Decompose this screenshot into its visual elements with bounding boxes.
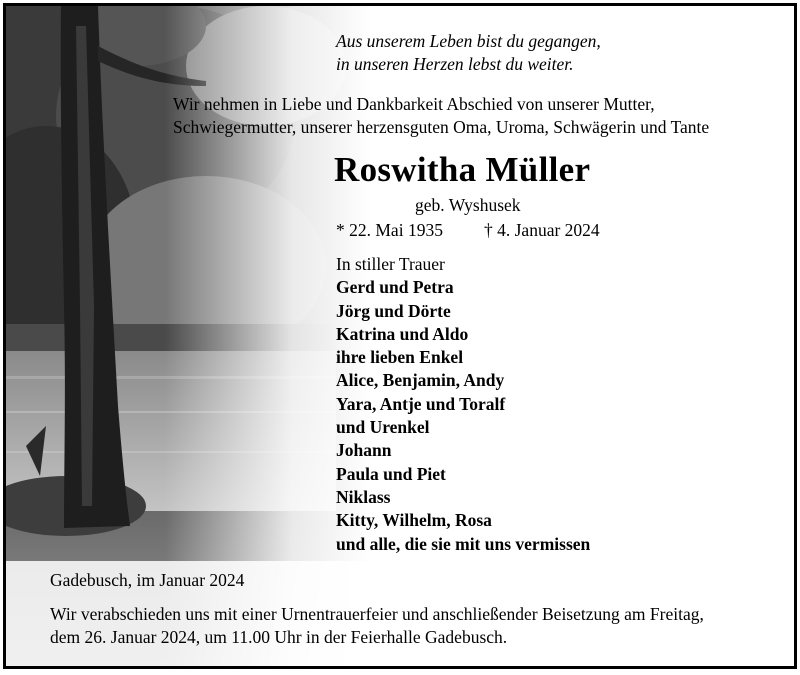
farewell-intro <box>173 93 709 139</box>
mourner-line: und alle, die sie mit uns vermissen <box>336 533 591 554</box>
mourner-line: Yara, Antje und Toralf <box>336 393 506 414</box>
mourner-line: ihre lieben Enkel <box>336 347 464 368</box>
ceremony-line: Wir verabschieden uns mit einer Urnentrauerfeier und anschließender Beisetzung am Freitag, <box>50 604 704 624</box>
obituary-notice <box>3 3 797 669</box>
mourner-line: Johann <box>336 440 392 461</box>
mourner-line: Katrina und Aldo <box>336 323 469 344</box>
mourner-line: Gerd und Petra <box>336 277 454 298</box>
mourner-line: Niklass <box>336 486 391 507</box>
mourner-line: Jörg und Dörte <box>336 300 451 321</box>
mourners-list <box>336 253 590 556</box>
birth-date: * 22. Mai 1935 <box>336 220 443 240</box>
place-and-date: Gadebusch, im Januar 2024 <box>50 570 245 590</box>
memorial-quote <box>336 30 601 76</box>
birth-name: geb. Wyshusek <box>415 195 521 215</box>
deceased-name: Roswitha Müller <box>334 150 591 189</box>
mourners-heading: In stiller Trauer <box>336 254 445 274</box>
intro-line: Schwiegermutter, unserer herzensguten Oma, Uroma, Schwägerin und Tante <box>173 117 710 137</box>
death-date: † 4. Januar 2024 <box>484 220 600 240</box>
mourner-line: und Urenkel <box>336 417 430 438</box>
mourner-line: Kitty, Wilhelm, Rosa <box>336 510 492 531</box>
ceremony-details <box>50 603 704 649</box>
intro-line: Wir nehmen in Liebe und Dankbarkeit Abschied von unserer Mutter, <box>173 94 655 114</box>
mourner-line: Alice, Benjamin, Andy <box>336 370 505 391</box>
quote-line: in unseren Herzen lebst du weiter. <box>336 54 574 74</box>
quote-line: Aus unserem Leben bist du gegangen, <box>336 31 601 51</box>
ceremony-line: dem 26. Januar 2024, um 11.00 Uhr in der Feierhalle Gadebusch. <box>50 627 508 647</box>
mourner-line: Paula und Piet <box>336 463 446 484</box>
